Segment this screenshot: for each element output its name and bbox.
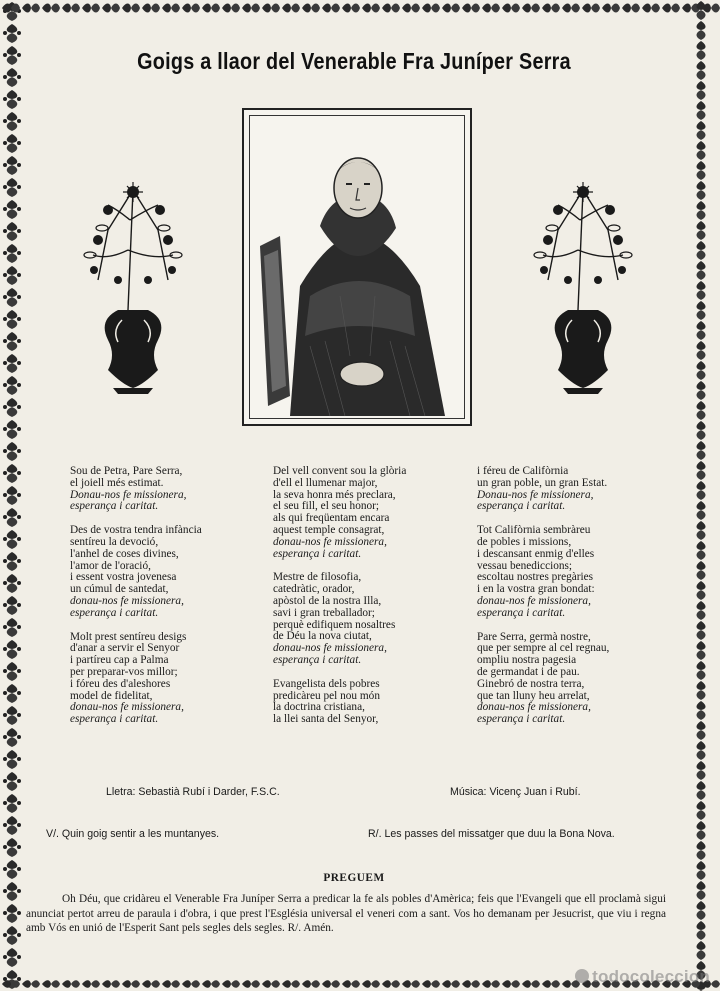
verse-line: i fóreu des d'aleshores xyxy=(70,677,171,690)
refrain-line: Donau-nos fe missionera, xyxy=(70,488,187,501)
verse-line: el joiell més estimat. xyxy=(70,476,164,489)
stanza xyxy=(70,632,270,726)
refrain-line: donau-nos fe missionera, xyxy=(273,535,387,548)
stanza xyxy=(477,466,682,513)
refrain-line: esperança i caritat. xyxy=(477,606,566,619)
verse-line: sentíreu la devoció, xyxy=(70,535,159,548)
refrain-line: donau-nos fe missionera, xyxy=(477,701,591,714)
top-border xyxy=(0,0,720,16)
prayer-text: Oh Déu, que cridàreu el Venerable Fra Juníper Serra a predicar la fe als pobles d'Amèrica; feis que l'Evangeli que ell proclamà sigui anunciat pertot arreu de paraula i d'obra, i que prest l'Església universal el veneri com a sant. Vos ho demanam per Jesucrist, que viu i regna amb Vós en unió de l'Esperit Sant pels segles dels segles. R/. Amén. xyxy=(26,893,666,934)
flower-vase-right-illustration xyxy=(528,170,638,395)
verse-line: apòstol de la nostra Illa, xyxy=(273,594,382,607)
right-border xyxy=(692,0,710,991)
verse-line: predicàreu pel nou món xyxy=(273,689,380,702)
watermark-logo-icon xyxy=(575,969,589,983)
prayer xyxy=(26,892,666,936)
verse-line: Evangelista dels pobres xyxy=(273,677,380,690)
verse-line: als qui freqüentam encara xyxy=(273,512,390,525)
verse-line: el seu fill, el seu honor; xyxy=(273,500,380,513)
verse-line: escoltau nostres pregàries xyxy=(477,571,594,584)
verse-line: de pobles i missions, xyxy=(477,535,572,548)
verse-line: i descansant enmig d'elles xyxy=(477,547,595,560)
verse-line: per preparar-vos millor; xyxy=(70,665,178,678)
stanza xyxy=(70,525,270,619)
refrain-line: esperança i caritat. xyxy=(477,713,566,726)
music-credit: Música: Vicenç Juan i Rubí. xyxy=(450,786,581,798)
refrain-line: esperança i caritat. xyxy=(477,500,566,513)
verse-line: aquest temple consagrat, xyxy=(273,523,385,536)
refrain-line: donau-nos fe missionera, xyxy=(70,701,184,714)
friar-portrait-illustration xyxy=(249,115,465,419)
verse-line: savi i gran treballador; xyxy=(273,606,375,619)
stanza xyxy=(273,679,473,726)
verse-line: la seva honra més preclara, xyxy=(273,488,396,501)
verse-line: i en la vostra gran bondat: xyxy=(477,583,595,596)
verse-line: d'anar a servir el Senyor xyxy=(70,642,180,655)
lyrics-credit: Lletra: Sebastià Rubí i Darder, F.S.C. xyxy=(106,786,280,798)
verse-line: Pare Serra, germà nostre, xyxy=(477,630,591,643)
stanza xyxy=(477,525,682,619)
verse-line: Mestre de filosofia, xyxy=(273,571,362,584)
verse-line: de Déu la nova ciutat, xyxy=(273,630,372,643)
left-border xyxy=(0,0,24,991)
refrain-line: esperança i caritat. xyxy=(70,606,159,619)
refrain-line: donau-nos fe missionera, xyxy=(477,594,591,607)
stanza xyxy=(70,466,270,513)
refrain-line: Donau-nos fe missionera, xyxy=(477,488,594,501)
verse-line: i féreu de Califòrnia xyxy=(477,465,569,477)
refrain-line: donau-nos fe missionera, xyxy=(70,594,184,607)
verse-line: la llei santa del Senyor, xyxy=(273,713,379,726)
verse-line: la doctrina cristiana, xyxy=(273,701,365,714)
verse-line: ompliu nostra pagesia xyxy=(477,654,577,667)
verse-line: i essent vostra jovenesa xyxy=(70,571,177,584)
verse-line: un cúmul de santedat, xyxy=(70,583,169,596)
verse-line: catedràtic, orador, xyxy=(273,583,355,596)
verse-column-1 xyxy=(70,466,270,738)
verse-line: vessau benediccions; xyxy=(477,559,573,572)
refrain-line: donau-nos fe missionera, xyxy=(273,642,387,655)
page-title: Goigs a llaor del Venerable Fra Juníper Serra xyxy=(137,48,571,74)
verse-line: que tan lluny heu arrelat, xyxy=(477,689,590,702)
stanza xyxy=(273,466,473,560)
watermark-text: todocoleccion xyxy=(592,967,710,986)
verse-line: perquè edifiquem nosaltres xyxy=(273,618,396,631)
verse-line: de germandat i de pau. xyxy=(477,665,580,678)
refrain-line: esperança i caritat. xyxy=(273,653,362,666)
verse-line: Del vell convent sou la glòria xyxy=(273,465,407,477)
verse-line: d'ell el llumenar major, xyxy=(273,476,378,489)
prayer-title: PREGUEM xyxy=(323,872,385,884)
verse-line: l'amor de l'oració, xyxy=(70,559,151,572)
verse-column-2 xyxy=(273,466,473,738)
refrain-line: esperança i caritat. xyxy=(273,547,362,560)
verse-line: l'anhel de coses divines, xyxy=(70,547,179,560)
stanza xyxy=(477,632,682,726)
verse-line: que per sempre al cel regnau, xyxy=(477,642,610,655)
verse-column-3 xyxy=(477,466,682,738)
flower-vase-left-illustration xyxy=(78,170,188,395)
stanza xyxy=(273,572,473,666)
verse-line: Ginebró de nostra terra, xyxy=(477,677,585,690)
portrait-frame xyxy=(242,108,472,426)
verse-line: Des de vostra tendra infància xyxy=(70,524,202,537)
response: R/. Les passes del missatger que duu la Bona Nova. xyxy=(368,828,615,840)
verse-line: model de fidelitat, xyxy=(70,689,153,702)
verse-line: i partíreu cap a Palma xyxy=(70,654,169,667)
refrain-line: esperança i caritat. xyxy=(70,500,159,513)
refrain-line: esperança i caritat. xyxy=(70,713,159,726)
verse-line: Tot Califòrnia sembràreu xyxy=(477,524,591,537)
versicle: V/. Quin goig sentir a les muntanyes. xyxy=(46,828,220,840)
watermark xyxy=(575,967,710,987)
goigs-page xyxy=(26,20,682,978)
verse-line: Molt prest sentíreu desigs xyxy=(70,630,187,643)
verse-line: un gran poble, un gran Estat. xyxy=(477,476,608,489)
verse-line: Sou de Petra, Pare Serra, xyxy=(70,465,183,477)
